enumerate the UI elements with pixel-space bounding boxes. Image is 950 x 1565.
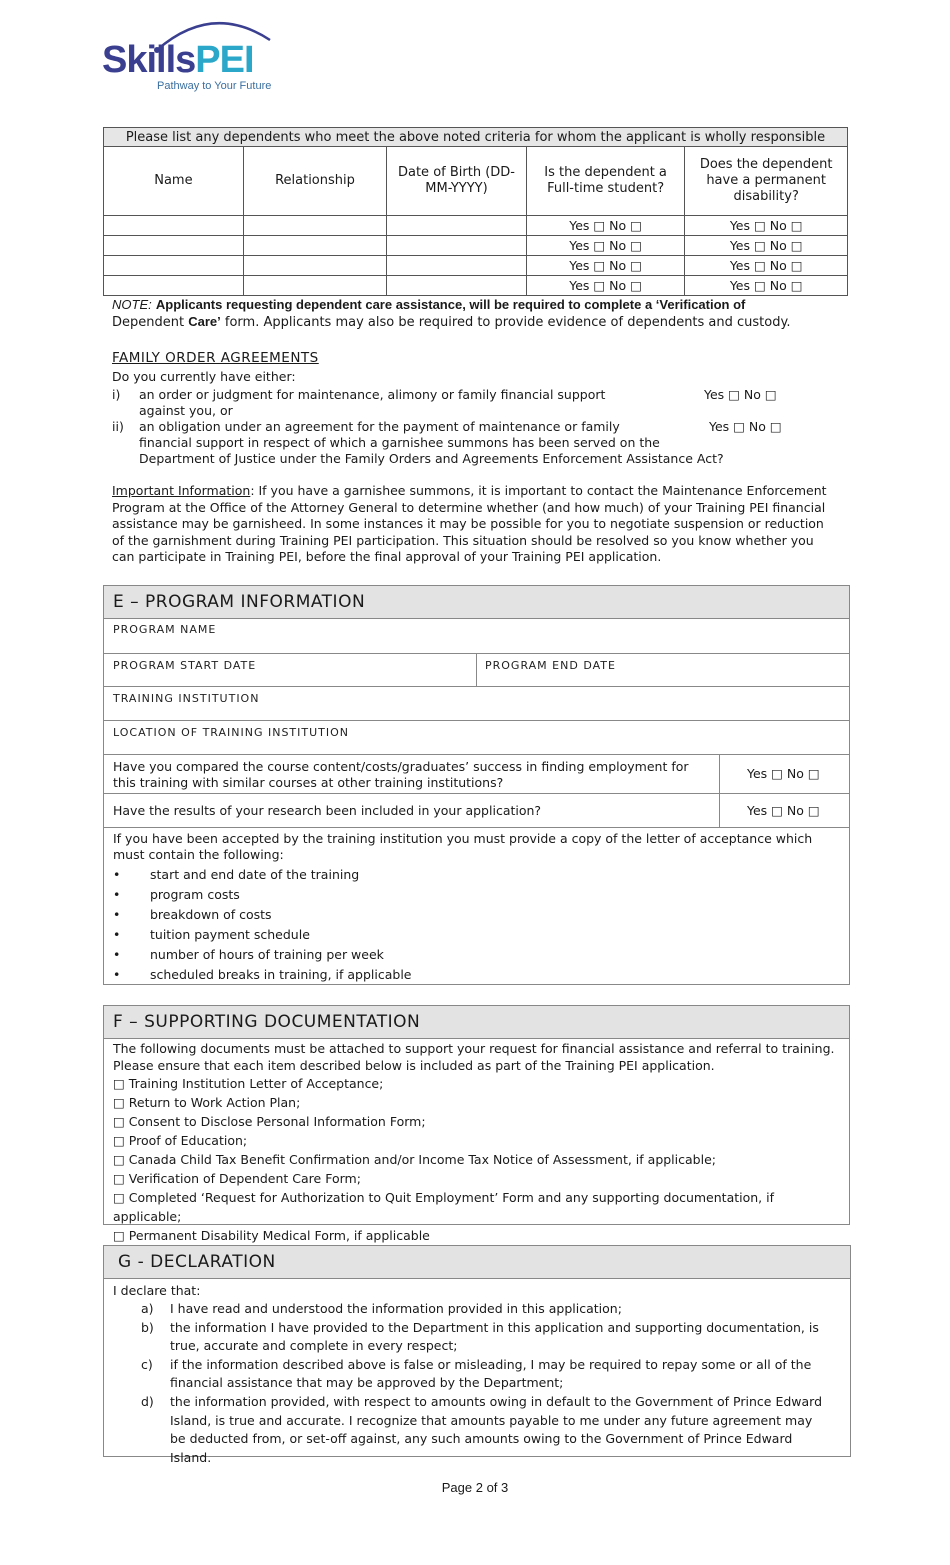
item-label-i: i) bbox=[112, 387, 121, 402]
research-question: Have the results of your research been included in your application? bbox=[113, 803, 542, 818]
column-header-name: Name bbox=[104, 147, 244, 216]
comparison-question: Have you compared the course content/costs/graduates’ success in finding employment for this training with similar courses at other training institutions? bbox=[113, 759, 689, 790]
checklist-item[interactable]: □ Return to Work Action Plan; bbox=[113, 1095, 301, 1110]
list-item: c) if the information described above is false or misleading, I may be required to repay some or all of the financial assistance that may be approved by the Department; bbox=[141, 1356, 812, 1391]
name-cell[interactable] bbox=[104, 216, 244, 236]
dob-cell[interactable] bbox=[387, 276, 527, 296]
dependent-care-note: NOTE: Applicants requesting dependent care assistance, will be required to complete a ‘Verification of Dependent Care’ form. Applicants may also be required to provide evidence of dependents and custody. bbox=[112, 297, 791, 330]
table-row bbox=[104, 276, 848, 296]
column-header-student: Is the dependent a Full-time student? bbox=[526, 147, 685, 216]
declaration-list bbox=[113, 1300, 828, 1467]
item-ii-line3: Department of Justice under the Family Orders and Agreements Enforcement Assistance Act? bbox=[139, 451, 724, 466]
disability-yes-no[interactable]: Yes □ No □ bbox=[685, 276, 848, 296]
family-orders-title: FAMILY ORDER AGREEMENTS bbox=[112, 350, 319, 366]
checklist-item[interactable]: □ Consent to Disclose Personal Information Form; bbox=[113, 1114, 426, 1129]
logo-tagline: Pathway to Your Future bbox=[157, 80, 272, 92]
item-i-yes-no[interactable]: Yes □ No □ bbox=[704, 387, 777, 402]
program-start-date-label: PROGRAM START DATE bbox=[113, 659, 257, 672]
name-cell[interactable] bbox=[104, 276, 244, 296]
comparison-answer-cell bbox=[719, 755, 850, 793]
student-yes-no[interactable]: Yes □ No □ bbox=[526, 236, 685, 256]
skillspei-logo bbox=[102, 10, 292, 100]
list-item: • start and end date of the training bbox=[113, 867, 360, 882]
comparison-question-row bbox=[104, 755, 849, 794]
declaration-body bbox=[104, 1279, 850, 1467]
disability-yes-no[interactable]: Yes □ No □ bbox=[685, 216, 848, 236]
item-ii-yes-no[interactable]: Yes □ No □ bbox=[709, 419, 782, 434]
acceptance-info bbox=[104, 828, 849, 985]
table-row bbox=[104, 256, 848, 276]
checklist-item[interactable]: □ Permanent Disability Medical Form, if applicable bbox=[113, 1228, 430, 1243]
training-institution-label: TRAINING INSTITUTION bbox=[113, 692, 260, 705]
dob-cell[interactable] bbox=[387, 256, 527, 276]
acceptance-text: If you have been accepted by the training institution you must provide a copy of the letter of acceptance which must contain the following: bbox=[113, 831, 813, 862]
institution-location-field[interactable] bbox=[104, 721, 849, 755]
program-end-date-field[interactable] bbox=[477, 654, 849, 686]
item-ii-line1: an obligation under an agreement for the payment of maintenance or family bbox=[139, 419, 620, 434]
important-information: Important Information: If you have a garnishee summons, it is important to contact the Maintenance Enforcement Program at the Office of the Attorney General to determine whether (and how much) of your Training PEI financial assistance may be garnisheed. In some instances it may be possible for you to negotiate suspension or reduction of the garnishment during Training PEI participation. This situation should be resolved so you know whether you can participate in Training PEI, before the final approval of your Training PEI application. bbox=[112, 483, 827, 564]
training-institution-field[interactable] bbox=[104, 687, 849, 721]
relationship-cell[interactable] bbox=[243, 256, 386, 276]
research-answer-cell bbox=[719, 794, 850, 827]
dependents-table bbox=[103, 127, 848, 296]
checklist-item[interactable]: □ Verification of Dependent Care Form; bbox=[113, 1171, 361, 1186]
column-header-dob: Date of Birth (DD-MM-YYYY) bbox=[387, 147, 527, 216]
research-yes-no[interactable]: Yes □ No □ bbox=[747, 803, 820, 818]
column-header-disability: Does the dependent have a permanent disability? bbox=[685, 147, 848, 216]
list-item: b) the information I have provided to the Department in this application and supporting documentation, is true, accurate and complete in every respect; bbox=[141, 1319, 819, 1354]
comparison-yes-no[interactable]: Yes □ No □ bbox=[747, 766, 820, 781]
list-item: • scheduled breaks in training, if applicable bbox=[113, 967, 412, 982]
supporting-documentation-title: F – SUPPORTING DOCUMENTATION bbox=[104, 1006, 849, 1039]
disability-yes-no[interactable]: Yes □ No □ bbox=[685, 256, 848, 276]
program-end-date-label: PROGRAM END DATE bbox=[485, 659, 616, 672]
relationship-cell[interactable] bbox=[243, 216, 386, 236]
family-orders-question: Do you currently have either: bbox=[112, 369, 296, 384]
column-header-relationship: Relationship bbox=[243, 147, 386, 216]
name-cell[interactable] bbox=[104, 256, 244, 276]
list-item: • tuition payment schedule bbox=[113, 927, 310, 942]
declaration-title: G - DECLARATION bbox=[104, 1246, 850, 1279]
name-cell[interactable] bbox=[104, 236, 244, 256]
program-information-section bbox=[103, 585, 850, 985]
dob-cell[interactable] bbox=[387, 236, 527, 256]
item-i-line1: an order or judgment for maintenance, alimony or family financial support bbox=[139, 387, 606, 402]
program-information-title: E – PROGRAM INFORMATION bbox=[104, 586, 849, 619]
program-dates-row bbox=[104, 654, 849, 687]
research-question-row bbox=[104, 794, 849, 828]
student-yes-no[interactable]: Yes □ No □ bbox=[526, 256, 685, 276]
list-item: • number of hours of training per week bbox=[113, 947, 384, 962]
table-row bbox=[104, 216, 848, 236]
disability-yes-no[interactable]: Yes □ No □ bbox=[685, 236, 848, 256]
relationship-cell[interactable] bbox=[243, 236, 386, 256]
list-item: • program costs bbox=[113, 887, 240, 902]
item-i-line2: against you, or bbox=[139, 403, 233, 418]
list-item: a) I have read and understood the information provided in this application; bbox=[141, 1301, 622, 1316]
checklist-item[interactable]: □ Canada Child Tax Benefit Confirmation and/or Income Tax Notice of Assessment, if applicable; bbox=[113, 1152, 716, 1167]
item-ii-line2: financial support in respect of which a garnishee summons has been served on the bbox=[139, 435, 660, 450]
dob-cell[interactable] bbox=[387, 216, 527, 236]
list-item: d) the information provided, with respect to amounts owing in default to the Government of Prince Edward Island, is true and accurate. I recognize that amounts payable to me under any future agreement may be deducted from, or set-off against, any such amounts owing to the Government of Prince Edward Island. bbox=[141, 1393, 823, 1465]
institution-location-label: LOCATION OF TRAINING INSTITUTION bbox=[113, 726, 350, 739]
supporting-documentation-body bbox=[104, 1039, 849, 1245]
checklist-item[interactable]: □ Completed ‘Request for Authorization to Quit Employment’ Form and any supporting documentation, if applicable; bbox=[113, 1190, 774, 1224]
supporting-intro: The following documents must be attached to support your request for financial assistance and referral to training. Please ensure that each item described below is included as part of the Training PEI application. bbox=[113, 1041, 835, 1073]
program-name-label: PROGRAM NAME bbox=[113, 623, 217, 636]
student-yes-no[interactable]: Yes □ No □ bbox=[526, 216, 685, 236]
declaration-section bbox=[103, 1245, 851, 1465]
relationship-cell[interactable] bbox=[243, 276, 386, 296]
list-item: • breakdown of costs bbox=[113, 907, 272, 922]
table-row bbox=[104, 236, 848, 256]
document-checklist bbox=[113, 1074, 840, 1245]
declaration-intro: I declare that: bbox=[113, 1283, 201, 1298]
checklist-item[interactable]: □ Training Institution Letter of Acceptance; bbox=[113, 1076, 384, 1091]
supporting-documentation-section bbox=[103, 1005, 850, 1243]
dependents-table-title: Please list any dependents who meet the above noted criteria for whom the applicant is wholly responsible bbox=[104, 128, 848, 147]
student-yes-no[interactable]: Yes □ No □ bbox=[526, 276, 685, 296]
program-start-date-field[interactable] bbox=[104, 654, 477, 686]
program-name-field[interactable] bbox=[104, 619, 849, 654]
checklist-item[interactable]: □ Proof of Education; bbox=[113, 1133, 248, 1148]
acceptance-requirements-list bbox=[113, 865, 840, 985]
logo-wordmark: SkillsPEI bbox=[102, 39, 254, 81]
page-number: Page 2 of 3 bbox=[441, 1480, 509, 1495]
item-label-ii: ii) bbox=[112, 419, 124, 434]
